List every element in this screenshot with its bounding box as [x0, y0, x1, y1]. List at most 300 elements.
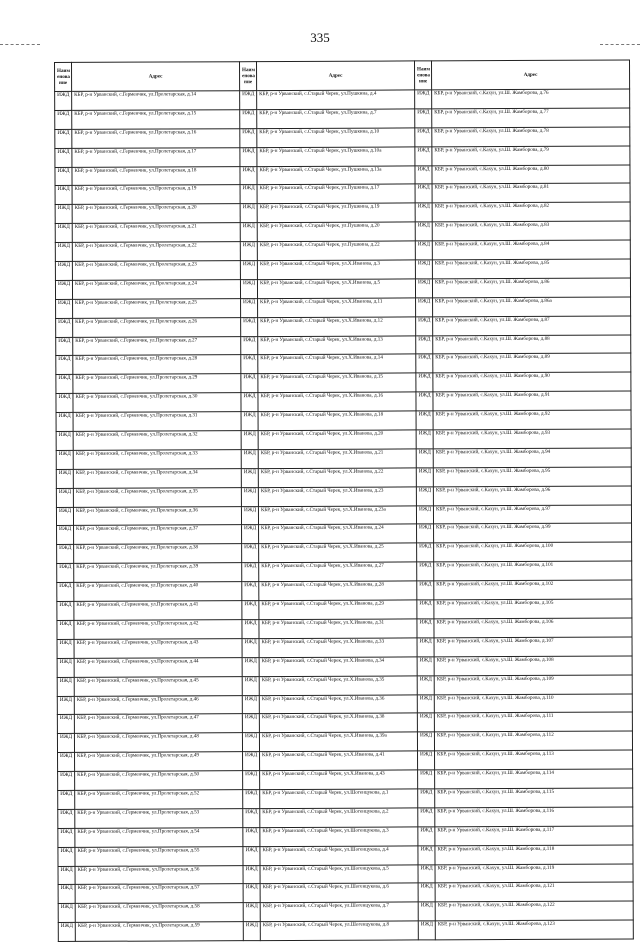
kind-cell: ИЖД — [55, 261, 72, 280]
address-cell: КБР, р-н Урванский, с.Герменчик, ул.Пролетарская, д.58 — [75, 903, 243, 923]
address-cell: КБР, р-н Урванский, с.Герменчик, ул.Пролетарская, д.18 — [72, 166, 240, 186]
kind-cell: ИЖД — [416, 505, 433, 524]
kind-cell: ИЖД — [240, 166, 257, 185]
address-cell: КБР, р-н Урванский, с.Герменчик, ул.Пролетарская, д.53 — [75, 809, 243, 829]
table-row — [57, 637, 632, 658]
kind-cell: ИЖД — [55, 186, 72, 205]
kind-cell: ИЖД — [55, 167, 72, 186]
kind-cell: ИЖД — [415, 279, 432, 298]
kind-cell: ИЖД — [58, 771, 75, 790]
table-row — [56, 353, 631, 374]
kind-cell: ИЖД — [241, 450, 258, 469]
kind-cell: ИЖД — [242, 582, 259, 601]
address-cell: КБР, р-н Урванский, с.Старый Черек, ул.Х.Иванова, д.16 — [258, 392, 416, 412]
kind-cell: ИЖД — [58, 753, 75, 772]
address-cell: КБР, р-н Урванский, с.Герменчик, ул.Пролетарская, д.52 — [75, 790, 243, 810]
kind-cell: ИЖД — [58, 790, 75, 809]
cut-line-left — [0, 44, 40, 45]
kind-cell: ИЖД — [415, 203, 432, 222]
kind-cell: ИЖД — [243, 771, 260, 790]
kind-cell: ИЖД — [58, 866, 75, 885]
kind-cell: ИЖД — [56, 299, 73, 318]
table-row — [56, 391, 631, 412]
table-row — [56, 429, 631, 450]
kind-cell: ИЖД — [415, 147, 432, 166]
kind-cell: ИЖД — [57, 545, 74, 564]
table-row — [58, 901, 633, 922]
table-row — [58, 845, 633, 866]
address-cell: КБР, р-н Урванский, с.Кахун, ул.Ш. Жамборова, д.86 — [432, 278, 630, 298]
address-cell: КБР, р-н Урванский, с.Герменчик, ул.Пролетарская, д.15 — [72, 110, 240, 130]
address-cell: КБР, р-н Урванский, с.Кахун, ул.Ш. Жамборова, д.101 — [434, 561, 632, 581]
address-cell: КБР, р-н Урванский, с.Кахун, ул.Ш. Жамборова, д.90 — [433, 372, 631, 392]
address-cell: КБР, р-н Урванский, с.Герменчик, ул.Пролетарская, д.38 — [74, 544, 242, 564]
address-cell: КБР, р-н Урванский, с.Старый Черек, ул.Х.Иванова, д.3 — [257, 260, 415, 280]
kind-cell: ИЖД — [57, 526, 74, 545]
kind-cell: ИЖД — [57, 677, 74, 696]
kind-cell: ИЖД — [416, 354, 433, 373]
table-row — [55, 165, 630, 186]
table-row — [57, 542, 632, 563]
address-cell: КБР, р-н Урванский, с.Кахун, ул.Ш. Жамборова, д.102 — [434, 580, 632, 600]
address-cell: КБР, р-н Урванский, с.Кахун, ул.Ш. Жамборова, д.123 — [435, 920, 633, 940]
address-cell: КБР, р-н Урванский, с.Старый Черек, ул.Пушкина, д.13а — [257, 165, 415, 185]
address-cell: КБР, р-н Урванский, с.Кахун, ул.Ш. Жамборова, д.116 — [435, 807, 633, 827]
kind-cell: ИЖД — [417, 713, 434, 732]
address-cell: КБР, р-н Урванский, с.Старый Черек, ул.Шогенцукова, д.3 — [260, 827, 418, 847]
kind-cell: ИЖД — [240, 280, 257, 299]
address-cell: КБР, р-н Урванский, с.Герменчик, ул.Пролетарская, д.35 — [73, 487, 241, 507]
address-cell: КБР, р-н Урванский, с.Герменчик, ул.Пролетарская, д.17 — [72, 147, 240, 167]
address-cell: КБР, р-н Урванский, с.Кахун, ул.Ш. Жамборова, д.78 — [432, 127, 630, 147]
kind-cell: ИЖД — [243, 808, 260, 827]
address-cell: КБР, р-н Урванский, с.Герменчик, ул.Пролетарская, д.59 — [75, 922, 243, 942]
kind-cell: ИЖД — [55, 91, 72, 110]
address-cell: КБР, р-н Урванский, с.Старый Черек, ул.Шогенцукова, д.4 — [260, 846, 418, 866]
kind-cell: ИЖД — [55, 148, 72, 167]
address-cell: КБР, р-н Урванский, с.Старый Черек, ул.Х.Иванова, д.5 — [257, 279, 415, 299]
kind-cell: ИЖД — [55, 110, 72, 129]
kind-cell: ИЖД — [243, 922, 260, 941]
address-cell: КБР, р-н Урванский, с.Кахун, ул.Ш. Жамборова, д.84 — [432, 240, 630, 260]
table-row — [55, 221, 630, 242]
kind-cell: ИЖД — [418, 808, 435, 827]
kind-cell: ИЖД — [241, 487, 258, 506]
kind-cell: ИЖД — [240, 242, 257, 261]
address-cell: КБР, р-н Урванский, с.Старый Черек, ул.Пушкина, д.20 — [257, 222, 415, 242]
address-cell: КБР, р-н Урванский, с.Старый Черек, ул.Х.Иванова, д.18 — [258, 411, 416, 431]
address-cell: КБР, р-н Урванский, с.Герменчик, ул.Пролетарская, д.50 — [75, 771, 243, 791]
address-cell: КБР, р-н Урванский, с.Старый Черек, ул.Х.Иванова, д.27 — [259, 562, 417, 582]
table-row — [57, 599, 632, 620]
kind-cell: ИЖД — [56, 356, 73, 375]
kind-cell: ИЖД — [417, 619, 434, 638]
address-cell: КБР, р-н Урванский, с.Герменчик, ул.Пролетарская, д.19 — [72, 185, 240, 205]
address-cell: КБР, р-н Урванский, с.Герменчик, ул.Пролетарская, д.14 — [72, 91, 240, 111]
kind-cell: ИЖД — [242, 563, 259, 582]
kind-cell: ИЖД — [57, 734, 74, 753]
kind-cell: ИЖД — [56, 394, 73, 413]
kind-cell: ИЖД — [418, 827, 435, 846]
address-cell: КБР, р-н Урванский, с.Старый Черек, ул.Х.Иванова, д.43 — [260, 770, 418, 790]
address-cell: КБР, р-н Урванский, с.Кахун, ул.Ш. Жамборова, д.91 — [433, 391, 631, 411]
address-cell: КБР, р-н Урванский, с.Герменчик, ул.Пролетарская, д.45 — [74, 676, 242, 696]
kind-cell: ИЖД — [241, 412, 258, 431]
address-cell: КБР, р-н Урванский, с.Герменчик, ул.Пролетарская, д.43 — [74, 639, 242, 659]
kind-cell: ИЖД — [57, 639, 74, 658]
kind-cell: ИЖД — [242, 714, 259, 733]
kind-cell: ИЖД — [416, 335, 433, 354]
address-cell: КБР, р-н Урванский, с.Кахун, ул.Ш. Жамборова, д.118 — [435, 845, 633, 865]
kind-cell: ИЖД — [240, 91, 257, 110]
address-cell: КБР, р-н Урванский, с.Старый Черек, ул.Х.Иванова, д.25 — [259, 543, 417, 563]
kind-cell: ИЖД — [242, 695, 259, 714]
table-row — [55, 240, 630, 261]
kind-cell: ИЖД — [416, 449, 433, 468]
table-row — [55, 202, 630, 223]
table-row — [55, 259, 630, 280]
address-cell: КБР, р-н Урванский, с.Герменчик, ул.Пролетарская, д.31 — [73, 412, 241, 432]
address-sheet — [54, 60, 616, 942]
address-cell: КБР, р-н Урванский, с.Кахун, ул.Ш. Жамборова, д.77 — [432, 108, 630, 128]
kind-cell: ИЖД — [417, 581, 434, 600]
kind-cell: ИЖД — [56, 488, 73, 507]
kind-cell: ИЖД — [415, 165, 432, 184]
kind-cell: ИЖД — [241, 336, 258, 355]
table-row — [57, 693, 632, 714]
address-cell: КБР, р-н Урванский, с.Старый Черек, ул.Х.Иванова, д.28 — [259, 581, 417, 601]
address-cell: КБР, р-н Урванский, с.Кахун, ул.Ш. Жамборова, д.82 — [432, 202, 630, 222]
address-cell: КБР, р-н Урванский, с.Кахун, ул.Ш. Жамборова, д.113 — [435, 750, 633, 770]
address-cell: КБР, р-н Урванский, с.Старый Черек, ул.Пушкина, д.7 — [257, 109, 415, 129]
kind-cell: ИЖД — [58, 885, 75, 904]
kind-cell: ИЖД — [240, 223, 257, 242]
address-cell: КБР, р-н Урванский, с.Старый Черек, ул.Шогенцукова, д.7 — [260, 902, 418, 922]
table-row — [56, 486, 631, 507]
kind-cell: ИЖД — [416, 373, 433, 392]
address-cell: КБР, р-н Урванский, с.Герменчик, ул.Пролетарская, д.44 — [74, 657, 242, 677]
table-row — [58, 788, 633, 809]
kind-cell: ИЖД — [240, 110, 257, 129]
kind-cell: ИЖД — [418, 789, 435, 808]
table-row — [56, 372, 631, 393]
address-cell: КБР, р-н Урванский, с.Герменчик, ул.Пролетарская, д.23 — [72, 261, 240, 281]
address-cell: КБР, р-н Урванский, с.Старый Черек, ул.Х.Иванова, д.23 — [258, 487, 416, 507]
table-row — [55, 89, 630, 110]
table-row — [56, 448, 631, 469]
kind-cell: ИЖД — [416, 411, 433, 430]
table-row — [57, 561, 632, 582]
address-cell: КБР, р-н Урванский, с.Герменчик, ул.Пролетарская, д.20 — [72, 204, 240, 224]
address-cell: КБР, р-н Урванский, с.Кахун, ул.Ш. Жамборова, д.110 — [434, 693, 632, 713]
table-row — [57, 523, 632, 544]
kind-cell: ИЖД — [417, 562, 434, 581]
address-cell: КБР, р-н Урванский, с.Кахун, ул.Ш. Жамборова, д.95 — [433, 467, 631, 487]
table-row — [58, 863, 633, 884]
kind-cell: ИЖД — [57, 620, 74, 639]
kind-cell: ИЖД — [240, 261, 257, 280]
address-cell: КБР, р-н Урванский, с.Кахун, ул.Ш. Жамборова, д.108 — [434, 656, 632, 676]
kind-cell: ИЖД — [417, 524, 434, 543]
kind-cell: ИЖД — [58, 904, 75, 923]
kind-cell: ИЖД — [242, 601, 259, 620]
kind-cell: ИЖД — [241, 431, 258, 450]
kind-cell: ИЖД — [416, 430, 433, 449]
address-cell: КБР, р-н Урванский, с.Кахун, ул.Ш. Жамборова, д.122 — [435, 901, 633, 921]
address-cell: КБР, р-н Урванский, с.Герменчик, ул.Пролетарская, д.25 — [73, 298, 241, 318]
address-cell: КБР, р-н Урванский, с.Кахун, ул.Ш. Жамборова, д.79 — [432, 146, 630, 166]
kind-cell: ИЖД — [416, 298, 433, 317]
table-row — [58, 920, 633, 941]
kind-cell: ИЖД — [417, 600, 434, 619]
column-header-kind: Наим енова ние — [55, 62, 72, 91]
address-cell: КБР, р-н Урванский, с.Старый Черек, ул.Шогенцукова, д.1 — [260, 789, 418, 809]
address-cell: КБР, р-н Урванский, с.Кахун, ул.Ш. Жамборова, д.112 — [434, 731, 632, 751]
address-cell: КБР, р-н Урванский, с.Кахун, ул.Ш. Жамборова, д.92 — [433, 410, 631, 430]
address-cell: КБР, р-н Урванский, с.Старый Черек, ул.Х.Иванова, д.24 — [259, 524, 417, 544]
kind-cell: ИЖД — [56, 507, 73, 526]
kind-cell: ИЖД — [418, 864, 435, 883]
address-cell: КБР, р-н Урванский, с.Герменчик, ул.Пролетарская, д.28 — [73, 355, 241, 375]
table-row — [57, 656, 632, 677]
address-cell: КБР, р-н Урванский, с.Герменчик, ул.Пролетарская, д.29 — [73, 374, 241, 394]
kind-cell: ИЖД — [418, 751, 435, 770]
kind-cell: ИЖД — [418, 902, 435, 921]
kind-cell: ИЖД — [416, 392, 433, 411]
kind-cell: ИЖД — [55, 243, 72, 262]
table-row — [58, 769, 633, 790]
kind-cell: ИЖД — [415, 109, 432, 128]
table-row — [56, 316, 631, 337]
address-cell: КБР, р-н Урванский, с.Старый Черек, ул.Пушкина, д.10 — [257, 128, 415, 148]
address-cell: КБР, р-н Урванский, с.Старый Черек, ул.Х.Иванова, д.20 — [258, 430, 416, 450]
kind-cell: ИЖД — [241, 506, 258, 525]
address-cell: КБР, р-н Урванский, с.Герменчик, ул.Пролетарская, д.41 — [74, 601, 242, 621]
kind-cell: ИЖД — [57, 696, 74, 715]
address-cell: КБР, р-н Урванский, с.Старый Черек, ул.Х.Иванова, д.36 — [259, 694, 417, 714]
table-row — [56, 297, 631, 318]
kind-cell: ИЖД — [57, 583, 74, 602]
kind-cell: ИЖД — [415, 90, 432, 109]
column-header-address: Адрес — [431, 60, 629, 90]
address-cell: КБР, р-н Урванский, с.Герменчик, ул.Пролетарская, д.16 — [72, 128, 240, 148]
address-cell: КБР, р-н Урванский, с.Кахун, ул.Ш. Жамборова, д.121 — [435, 882, 633, 902]
address-cell: КБР, р-н Урванский, с.Кахун, ул.Ш. Жамборова, д.94 — [433, 448, 631, 468]
kind-cell: ИЖД — [240, 204, 257, 223]
kind-cell: ИЖД — [418, 883, 435, 902]
kind-cell: ИЖД — [415, 222, 432, 241]
table-row — [55, 108, 630, 129]
address-cell: КБР, р-н Урванский, с.Кахун, ул.Ш. Жамборова, д.80 — [432, 165, 630, 185]
cut-line-right — [600, 44, 640, 45]
kind-cell: ИЖД — [241, 355, 258, 374]
address-cell: КБР, р-н Урванский, с.Герменчик, ул.Пролетарская, д.22 — [72, 242, 240, 262]
address-cell: КБР, р-н Урванский, с.Старый Черек, ул.Х.Иванова, д.34 — [259, 657, 417, 677]
table-row — [57, 712, 632, 733]
table-row — [55, 127, 630, 148]
kind-cell: ИЖД — [418, 921, 435, 940]
address-cell: КБР, р-н Урванский, с.Герменчик, ул.Пролетарская, д.21 — [72, 223, 240, 243]
address-cell: КБР, р-н Урванский, с.Кахун, ул.Ш. Жамборова, д.89 — [433, 353, 631, 373]
address-cell: КБР, р-н Урванский, с.Старый Черек, ул.Шогенцукова, д.8 — [260, 921, 418, 941]
address-cell: КБР, р-н Урванский, с.Герменчик, ул.Пролетарская, д.46 — [74, 695, 242, 715]
kind-cell: ИЖД — [243, 752, 260, 771]
address-cell: КБР, р-н Урванский, с.Герменчик, ул.Пролетарская, д.55 — [75, 846, 243, 866]
table-row — [56, 505, 631, 526]
address-cell: КБР, р-н Урванский, с.Старый Черек, ул.Х.Иванова, д.22 — [258, 468, 416, 488]
table-header-row — [55, 60, 630, 92]
address-cell: КБР, р-н Урванский, с.Герменчик, ул.Пролетарская, д.27 — [73, 336, 241, 356]
address-cell: КБР, р-н Урванский, с.Кахун, ул.Ш. Жамборова, д.97 — [433, 505, 631, 525]
address-cell: КБР, р-н Урванский, с.Герменчик, ул.Пролетарская, д.39 — [74, 563, 242, 583]
address-cell: КБР, р-н Урванский, с.Кахун, ул.Ш. Жамборова, д.87 — [433, 316, 631, 336]
kind-cell: ИЖД — [243, 884, 260, 903]
address-cell: КБР, р-н Урванский, с.Кахун, ул.Ш. Жамборова, д.81 — [432, 183, 630, 203]
address-cell: КБР, р-н Урванский, с.Герменчик, ул.Пролетарская, д.42 — [74, 620, 242, 640]
address-cell: КБР, р-н Урванский, с.Старый Черек, ул.Х.Иванова, д.41 — [260, 751, 418, 771]
table-row — [57, 731, 632, 752]
kind-cell: ИЖД — [415, 260, 432, 279]
address-cell: КБР, р-н Урванский, с.Кахун, ул.Ш. Жамборова, д.85 — [432, 259, 630, 279]
table-body — [55, 89, 634, 942]
address-cell: КБР, р-н Урванский, с.Кахун, ул.Ш. Жамборова, д.83 — [432, 221, 630, 241]
kind-cell: ИЖД — [55, 129, 72, 148]
table-row — [57, 675, 632, 696]
address-cell: КБР, р-н Урванский, с.Кахун, ул.Ш. Жамборова, д.106 — [434, 618, 632, 638]
kind-cell: ИЖД — [241, 393, 258, 412]
kind-cell: ИЖД — [243, 903, 260, 922]
address-cell: КБР, р-н Урванский, с.Герменчик, ул.Пролетарская, д.49 — [75, 752, 243, 772]
table-row — [56, 410, 631, 431]
address-cell: КБР, р-н Урванский, с.Герменчик, ул.Пролетарская, д.37 — [74, 525, 242, 545]
kind-cell: ИЖД — [55, 224, 72, 243]
address-cell: КБР, р-н Урванский, с.Старый Черек, ул.Шогенцукова, д.6 — [260, 883, 418, 903]
address-cell: КБР, р-н Урванский, с.Кахун, ул.Ш. Жамборова, д.119 — [435, 863, 633, 883]
address-cell: КБР, р-н Урванский, с.Кахун, ул.Ш. Жамборова, д.114 — [435, 769, 633, 789]
address-cell: КБР, р-н Урванский, с.Старый Черек, ул.Х.Иванова, д.13 — [258, 336, 416, 356]
kind-cell: ИЖД — [415, 241, 432, 260]
address-cell: КБР, р-н Урванский, с.Старый Черек, ул.Пушкина, д.17 — [257, 184, 415, 204]
address-cell: КБР, р-н Урванский, с.Герменчик, ул.Пролетарская, д.48 — [74, 733, 242, 753]
column-header-address: Адрес — [257, 61, 415, 91]
address-cell: КБР, р-н Урванский, с.Герменчик, ул.Пролетарская, д.34 — [73, 468, 241, 488]
address-cell: КБР, р-н Урванский, с.Старый Черек, ул.Х.Иванова, д.12 — [258, 317, 416, 337]
address-cell: КБР, р-н Урванский, с.Герменчик, ул.Пролетарская, д.47 — [74, 714, 242, 734]
column-header-kind: Наим енова ние — [240, 62, 257, 91]
table-row — [55, 183, 630, 204]
address-cell: КБР, р-н Урванский, с.Кахун, ул.Ш. Жамборова, д.88 — [433, 335, 631, 355]
kind-cell: ИЖД — [243, 865, 260, 884]
kind-cell: ИЖД — [240, 147, 257, 166]
kind-cell: ИЖД — [416, 487, 433, 506]
address-table — [54, 59, 634, 942]
address-cell: КБР, р-н Урванский, с.Кахун, ул.Ш. Жамборова, д.115 — [435, 788, 633, 808]
kind-cell: ИЖД — [242, 620, 259, 639]
address-cell: КБР, р-н Урванский, с.Старый Черек, ул.Х.Иванова, д.23а — [258, 506, 416, 526]
address-cell: КБР, р-н Урванский, с.Старый Черек, ул.Х.Иванова, д.14 — [258, 354, 416, 374]
address-cell: КБР, р-н Урванский, с.Кахун, ул.Ш. Жамборова, д.96 — [433, 486, 631, 506]
kind-cell: ИЖД — [417, 732, 434, 751]
kind-cell: ИЖД — [56, 337, 73, 356]
table-row — [55, 278, 630, 299]
kind-cell: ИЖД — [417, 694, 434, 713]
kind-cell: ИЖД — [57, 601, 74, 620]
address-cell: КБР, р-н Урванский, с.Старый Черек, ул.Х.Иванова, д.29 — [259, 600, 417, 620]
kind-cell: ИЖД — [418, 770, 435, 789]
kind-cell: ИЖД — [242, 544, 259, 563]
kind-cell: ИЖД — [58, 923, 75, 942]
address-cell: КБР, р-н Урванский, с.Старый Черек, ул.Х.Иванова, д.15 — [258, 373, 416, 393]
address-cell: КБР, р-н Урванский, с.Старый Черек, ул.Х.Иванова, д.38 — [259, 713, 417, 733]
address-cell: КБР, р-н Урванский, с.Кахун, ул.Ш. Жамборова, д.109 — [434, 675, 632, 695]
table-row — [55, 146, 630, 167]
kind-cell: ИЖД — [242, 676, 259, 695]
kind-cell: ИЖД — [241, 298, 258, 317]
address-cell: КБР, р-н Урванский, с.Кахун, ул.Ш. Жамборова, д.117 — [435, 826, 633, 846]
kind-cell: ИЖД — [56, 431, 73, 450]
column-header-kind: Наим енова ние — [414, 61, 431, 90]
kind-cell: ИЖД — [56, 318, 73, 337]
address-cell: КБР, р-н Урванский, с.Кахун, ул.Ш. Жамборова, д.111 — [434, 712, 632, 732]
address-cell: КБР, р-н Урванский, с.Герменчик, ул.Пролетарская, д.36 — [73, 506, 241, 526]
kind-cell: ИЖД — [58, 828, 75, 847]
kind-cell: ИЖД — [242, 525, 259, 544]
table-row — [57, 580, 632, 601]
column-header-address: Адрес — [72, 62, 240, 92]
address-cell: КБР, р-н Урванский, с.Герменчик, ул.Пролетарская, д.32 — [73, 431, 241, 451]
kind-cell: ИЖД — [56, 469, 73, 488]
kind-cell: ИЖД — [241, 317, 258, 336]
address-cell: КБР, р-н Урванский, с.Старый Черек, ул.Шогенцукова, д.5 — [260, 864, 418, 884]
kind-cell: ИЖД — [57, 658, 74, 677]
address-cell: КБР, р-н Урванский, с.Герменчик, ул.Пролетарская, д.54 — [75, 827, 243, 847]
address-cell: КБР, р-н Урванский, с.Кахун, ул.Ш. Жамборова, д.76 — [432, 89, 630, 109]
address-cell: КБР, р-н Урванский, с.Кахун, ул.Ш. Жамборова, д.107 — [434, 637, 632, 657]
kind-cell: ИЖД — [243, 846, 260, 865]
kind-cell: ИЖД — [55, 280, 72, 299]
address-cell: КБР, р-н Урванский, с.Герменчик, ул.Пролетарская, д.33 — [73, 450, 241, 470]
kind-cell: ИЖД — [58, 809, 75, 828]
kind-cell: ИЖД — [242, 657, 259, 676]
address-cell: КБР, р-н Урванский, с.Герменчик, ул.Пролетарская, д.40 — [74, 582, 242, 602]
address-cell: КБР, р-н Урванский, с.Старый Черек, ул.Пушкина, д.4 — [257, 90, 415, 110]
address-cell: КБР, р-н Урванский, с.Старый Черек, ул.Х.Иванова, д.39а — [259, 732, 417, 752]
kind-cell: ИЖД — [56, 450, 73, 469]
kind-cell: ИЖД — [240, 128, 257, 147]
kind-cell: ИЖД — [243, 790, 260, 809]
table-row — [58, 807, 633, 828]
address-cell: КБР, р-н Урванский, с.Старый Черек, ул.Пушкина, д.10а — [257, 147, 415, 167]
kind-cell: ИЖД — [415, 128, 432, 147]
page-number: 335 — [310, 30, 330, 45]
address-cell: КБР, р-н Урванский, с.Герменчик, ул.Пролетарская, д.57 — [75, 884, 243, 904]
kind-cell: ИЖД — [56, 413, 73, 432]
kind-cell: ИЖД — [242, 733, 259, 752]
address-cell: КБР, р-н Урванский, с.Кахун, ул.Ш. Жамборова, д.105 — [434, 599, 632, 619]
kind-cell: ИЖД — [55, 205, 72, 224]
kind-cell: ИЖД — [241, 374, 258, 393]
address-cell: КБР, р-н Урванский, с.Старый Черек, ул.Х.Иванова, д.33 — [259, 638, 417, 658]
address-cell: КБР, р-н Урванский, с.Старый Черек, ул.Х.Иванова, д.31 — [259, 619, 417, 639]
kind-cell: ИЖД — [416, 317, 433, 336]
table-row — [57, 618, 632, 639]
kind-cell: ИЖД — [416, 468, 433, 487]
address-cell: КБР, р-н Урванский, с.Кахун, ул.Ш. Жамборова, д.100 — [434, 542, 632, 562]
table-row — [58, 750, 633, 771]
address-cell: КБР, р-н Урванский, с.Герменчик, ул.Пролетарская, д.30 — [73, 393, 241, 413]
kind-cell: ИЖД — [418, 845, 435, 864]
address-cell: КБР, р-н Урванский, с.Старый Черек, ул.Х.Иванова, д.21 — [258, 449, 416, 469]
